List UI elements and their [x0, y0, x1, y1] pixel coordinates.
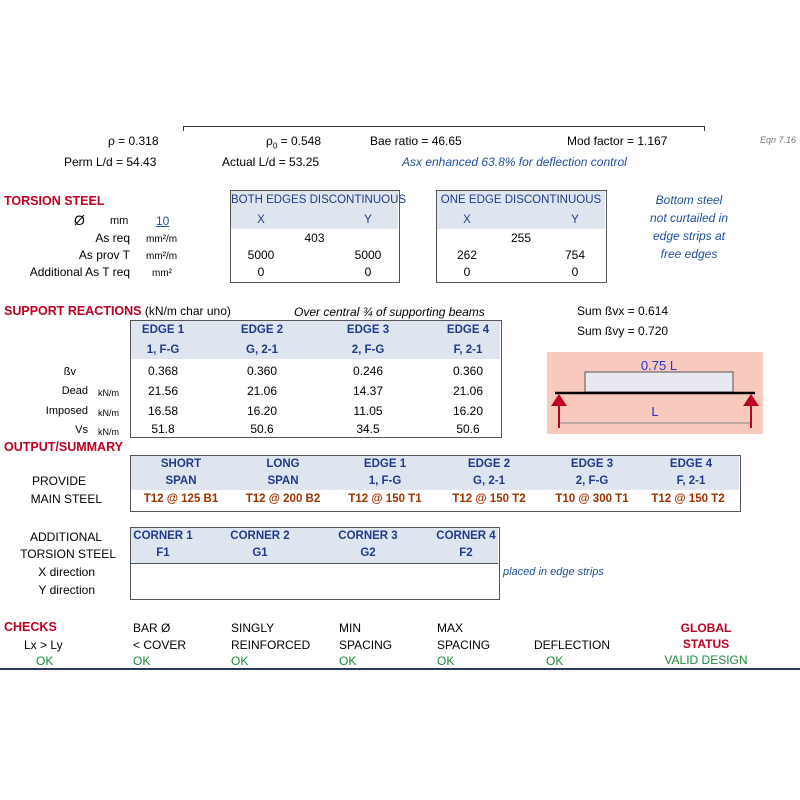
- check-4-l1: MIN: [339, 621, 361, 635]
- dead-3: 14.37: [352, 384, 384, 398]
- one-y: Y: [571, 214, 579, 226]
- support-col-3-l1: EDGE 3: [346, 324, 390, 336]
- phi-value[interactable]: 10: [156, 214, 170, 228]
- row-unit-imposed: kN/m: [98, 408, 119, 418]
- check-5-status: OK: [437, 654, 455, 668]
- check-6-status: OK: [546, 654, 564, 668]
- as-req-unit: mm²/m: [146, 234, 178, 245]
- main-col-5-l2: 2, F-G: [575, 475, 609, 487]
- torsion-note-2: not curtailed in: [649, 211, 729, 225]
- asx-note: Asx enhanced 63.8% for deflection control: [402, 155, 627, 169]
- main-col-4-l2: G, 2-1: [473, 475, 505, 487]
- check-2-l2: < COVER: [133, 638, 187, 652]
- output-title: OUTPUT/SUMMARY: [4, 440, 123, 454]
- both-edges-title: BOTH EDGES DISCONTINUOUS: [231, 194, 407, 206]
- one-add-x: 0: [463, 265, 471, 279]
- both-as-req: 403: [304, 231, 325, 245]
- main-col-6-l1: EDGE 4: [669, 458, 713, 470]
- bv-4: 0.360: [452, 364, 484, 378]
- vs-4: 50.6: [456, 422, 480, 436]
- corner-divider: [131, 563, 498, 564]
- sum-bvx: Sum ßvx = 0.614: [577, 304, 669, 318]
- both-as-prov-x: 5000: [247, 248, 275, 262]
- both-y: Y: [364, 214, 372, 226]
- imposed-3: 11.05: [353, 404, 383, 418]
- rho0-value: [266, 134, 321, 150]
- main-col-2-l2: SPAN: [267, 475, 299, 487]
- rho0-sub: 0: [272, 141, 278, 151]
- main-col-6-value: T12 @ 150 T2: [651, 493, 725, 505]
- edge-strips-note: placed in edge strips: [503, 566, 604, 578]
- rho0-number: = 0.548: [277, 134, 321, 148]
- main-steel-label: MAIN STEEL: [30, 492, 102, 506]
- corner-3-l2: G2: [360, 547, 376, 559]
- support-col-1-l2: 1, F-G: [146, 344, 180, 356]
- support-col-2-l2: G, 2-1: [246, 344, 278, 356]
- torsion-title: TORSION STEEL: [4, 194, 105, 208]
- main-col-1-value: T12 @ 125 B1: [143, 493, 219, 505]
- add-as-unit: mm²: [152, 268, 172, 279]
- corner-2-l2: G1: [252, 547, 268, 559]
- span-label: L: [651, 404, 659, 419]
- support-title-suffix: (kN/m char uno): [144, 304, 231, 318]
- both-as-prov-y: 5000: [354, 248, 382, 262]
- row-label-vs: Vs: [75, 424, 88, 436]
- sum-bvy: Sum ßvy = 0.720: [577, 324, 669, 338]
- check-4-l2: SPACING: [339, 638, 393, 652]
- check-1-status: OK: [36, 654, 54, 668]
- main-col-1-l2: SPAN: [165, 475, 197, 487]
- check-1-l1: Lx > Ly: [24, 638, 63, 652]
- check-2-l1: BAR Ø: [133, 621, 171, 635]
- load-label: 0.75 L: [640, 358, 678, 373]
- torsion-steel-label: TORSION STEEL: [20, 547, 116, 561]
- header-bracket: [183, 126, 705, 131]
- vs-3: 34.5: [356, 422, 380, 436]
- row-unit-dead: kN/m: [98, 388, 119, 398]
- mod-factor: Mod factor = 1.167: [567, 134, 668, 148]
- actual-ld: Actual L/d = 53.25: [222, 155, 320, 169]
- dead-1: 21.56: [147, 384, 179, 398]
- support-col-1-l1: EDGE 1: [141, 324, 185, 336]
- dead-4: 21.06: [452, 384, 484, 398]
- bv-2: 0.360: [246, 364, 278, 378]
- corner-3-l1: CORNER 3: [338, 530, 398, 542]
- beam-diagram: [547, 352, 763, 434]
- torsion-note-4: free edges: [660, 247, 718, 261]
- support-note: Over central ¾ of supporting beams: [294, 305, 485, 319]
- main-col-5-l1: EDGE 3: [570, 458, 614, 470]
- main-col-4-value: T12 @ 150 T2: [452, 493, 526, 505]
- torsion-note-3: edge strips at: [652, 229, 726, 243]
- phi-symbol: Ø: [74, 212, 85, 228]
- both-add-y: 0: [364, 265, 372, 279]
- global-l2: STATUS: [682, 637, 730, 651]
- imposed-2: 16.20: [246, 404, 278, 418]
- checks-title: CHECKS: [4, 620, 57, 634]
- dead-2: 21.06: [246, 384, 278, 398]
- main-col-6-l2: F, 2-1: [676, 475, 706, 487]
- global-status: VALID DESIGN: [664, 653, 748, 667]
- add-as-label: Additional As T req: [29, 265, 130, 279]
- main-col-2-value: T12 @ 200 B2: [245, 493, 321, 505]
- vs-2: 50.6: [250, 422, 274, 436]
- perm-ld: Perm L/d = 54.43: [64, 155, 157, 169]
- global-l1: GLOBAL: [680, 621, 732, 635]
- corner-1-l2: F1: [156, 547, 170, 559]
- corner-4-l2: F2: [459, 547, 473, 559]
- one-add-y: 0: [571, 265, 579, 279]
- both-x: X: [257, 214, 265, 226]
- check-5-l2: SPACING: [437, 638, 491, 652]
- main-col-3-l2: 1, F-G: [368, 475, 402, 487]
- load-block: [585, 372, 733, 392]
- check-3-l1: SINGLY: [231, 621, 275, 635]
- check-3-status: OK: [231, 654, 249, 668]
- corner-1-l1: CORNER 1: [133, 530, 193, 542]
- row-label-imposed: Imposed: [45, 405, 88, 417]
- rho-value: ρ = 0.318: [108, 134, 159, 148]
- eqn-ref: Eqn 7.16: [760, 135, 797, 145]
- one-x: X: [463, 214, 471, 226]
- rho0-symbol: ρ: [266, 134, 273, 148]
- main-col-1-l1: SHORT: [160, 458, 202, 470]
- main-col-5-value: T10 @ 300 T1: [555, 493, 629, 505]
- as-prov-unit: mm²/m: [146, 251, 178, 262]
- imposed-4: 16.20: [452, 404, 484, 418]
- bv-3: 0.246: [352, 364, 384, 378]
- as-prov-label: As prov T: [78, 248, 130, 262]
- row-label-dead: Dead: [61, 385, 88, 397]
- bv-1: 0.368: [147, 364, 179, 378]
- bottom-border: [0, 668, 800, 670]
- main-col-4-l1: EDGE 2: [467, 458, 511, 470]
- vs-1: 51.8: [151, 422, 175, 436]
- check-3-l2: REINFORCED: [231, 638, 311, 652]
- support-title: [4, 304, 231, 318]
- y-direction-label: Y direction: [38, 583, 95, 597]
- row-unit-vs: kN/m: [98, 427, 119, 437]
- support-col-4-l2: F, 2-1: [453, 344, 483, 356]
- provide-label: PROVIDE: [31, 474, 86, 488]
- one-edge-title: ONE EDGE DISCONTINUOUS: [440, 194, 602, 206]
- imposed-1: 16.58: [147, 404, 179, 418]
- phi-unit: mm: [110, 215, 129, 227]
- support-col-4-l1: EDGE 4: [446, 324, 490, 336]
- additional-label: ADDITIONAL: [29, 530, 102, 544]
- one-as-req: 255: [510, 231, 532, 245]
- check-4-status: OK: [339, 654, 357, 668]
- support-col-3-l2: 2, F-G: [351, 344, 385, 356]
- one-as-prov-x: 262: [456, 248, 478, 262]
- corner-4-l1: CORNER 4: [436, 530, 496, 542]
- corner-2-l1: CORNER 2: [230, 530, 290, 542]
- check-5-l1: MAX: [437, 621, 464, 635]
- main-col-2-l1: LONG: [266, 458, 300, 470]
- support-col-2-l1: EDGE 2: [240, 324, 284, 336]
- main-col-3-l1: EDGE 1: [363, 458, 407, 470]
- row-label-bv: ßv: [63, 366, 76, 378]
- check-6-l2: DEFLECTION: [534, 638, 611, 652]
- as-req-label: As req: [95, 231, 130, 245]
- torsion-note-1: Bottom steel: [655, 193, 723, 207]
- check-2-status: OK: [133, 654, 151, 668]
- bae-ratio: Bae ratio = 46.65: [370, 134, 462, 148]
- one-as-prov-y: 754: [564, 248, 586, 262]
- main-col-3-value: T12 @ 150 T1: [348, 493, 422, 505]
- support-title-text: SUPPORT REACTIONS: [4, 304, 142, 318]
- both-add-x: 0: [257, 265, 265, 279]
- x-direction-label: X direction: [38, 565, 95, 579]
